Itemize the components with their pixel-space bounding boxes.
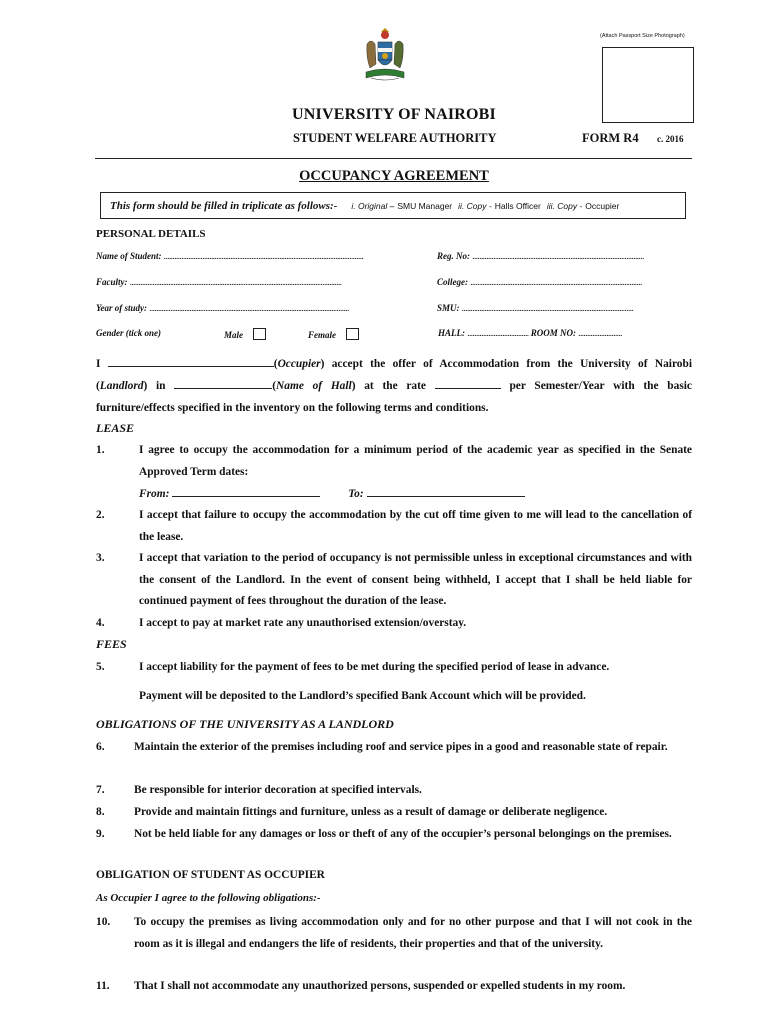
instruction-lead: This form should be filled in triplicate as follows:-: [110, 199, 338, 212]
personal-details-heading: PERSONAL DETAILS: [96, 228, 206, 240]
female-checkbox[interactable]: [346, 328, 359, 340]
item-number: 5.: [96, 661, 105, 673]
year-of-study-field[interactable]: Year of study: ..................................................................................................................: [96, 303, 349, 313]
student-item-10: To occupy the premises as living accommodation only and for no other purpose and that I will not cook in the room as it is illegal and endangers the life of residents, their properties and that of the university.: [134, 916, 692, 950]
hall-name-blank[interactable]: [174, 378, 272, 389]
college-field[interactable]: College: ..................................................................................................: [437, 277, 642, 287]
university-item-6: Maintain the exterior of the premises including roof and service pipes in a good and reasonable state of repair.: [134, 741, 668, 753]
fees-heading: FEES: [96, 637, 127, 651]
photo-note: (Attach Passport Size Photograph): [600, 33, 685, 39]
university-item-7: Be responsible for interior decoration at specified intervals.: [134, 784, 422, 796]
item-number: 8.: [96, 806, 105, 818]
page-title: OCCUPANCY AGREEMENT: [299, 168, 489, 184]
authority-name: STUDENT WELFARE AUTHORITY: [293, 131, 497, 145]
lease-item-1: I agree to occupy the accommodation for a minimum period of the academic year as specified in the Senate Approved Term dates:: [139, 444, 692, 478]
gender-label: Gender (tick one): [96, 328, 161, 338]
university-item-9: Not be held liable for any damages or loss or theft of any of the occupier’s personal belongings on the premises.: [134, 828, 672, 840]
university-item-8: Provide and maintain fittings and furniture, unless as a result of damage or deliberate negligence.: [134, 806, 608, 818]
to-date-blank[interactable]: [367, 486, 525, 497]
copy-original: i. Original – SMU Manager: [351, 200, 453, 211]
item-number: 10.: [96, 916, 111, 928]
hall-room-field[interactable]: HALL: ................................... ROOM NO: .........................: [438, 328, 623, 338]
university-name: UNIVERSITY OF NAIROBI: [292, 106, 496, 123]
rate-blank[interactable]: [435, 378, 501, 389]
gender-female-option[interactable]: Female: [308, 328, 359, 340]
lease-item-3: I accept that variation to the period of occupancy is not permissible unless in exceptional circumstances and with the consent of the Landlord. In the event of consent being withheld, I accept that I shall be held liable for continued payment of fees throughout the duration of the lease.: [139, 552, 692, 607]
instruction-box: [100, 192, 686, 219]
occupier-name-blank[interactable]: [108, 356, 274, 367]
lease-heading: LEASE: [96, 421, 135, 435]
header-divider: [95, 158, 692, 159]
university-crest-icon: [363, 28, 407, 84]
item-number: 7.: [96, 784, 105, 796]
intro-paragraph: I (Occupier) accept the offer of Accommodation from the University of Nairobi (Landlord) in (Name of Hall) at the rate per Semester/Year with the basic furniture/effects specified in the inventory on the following terms and conditions.: [96, 358, 692, 414]
student-item-11: That I shall not accommodate any unauthorized persons, suspended or expelled students in my room.: [134, 980, 626, 992]
form-year: c. 2016: [657, 134, 684, 144]
item-number: 6.: [96, 741, 105, 753]
payment-note: Payment will be deposited to the Landlord’s specified Bank Account which will be provided.: [139, 690, 586, 702]
faculty-field[interactable]: Faculty: .........................................................................................................................: [96, 277, 342, 287]
copy-third: iii. Copy - Occupier: [546, 200, 620, 211]
student-name-field[interactable]: Name of Student: ..................................................................................................................: [96, 251, 364, 261]
from-date-blank[interactable]: [172, 486, 320, 497]
item-number: 9.: [96, 828, 105, 840]
form-number: FORM R4: [582, 131, 639, 145]
gender-male-option[interactable]: Male: [224, 328, 266, 340]
item-number: 11.: [96, 980, 110, 992]
item-number: 4.: [96, 617, 105, 629]
student-obligations-intro: As Occupier I agree to the following obligations:-: [96, 892, 321, 904]
fees-item-5: I accept liability for the payment of fees to be met during the specified period of lease in advance.: [139, 661, 610, 673]
lease-item-4: I accept to pay at market rate any unauthorised extension/overstay.: [139, 617, 467, 629]
reg-no-field[interactable]: Reg. No: ..................................................................................................: [437, 251, 644, 261]
smu-field[interactable]: SMU: ..................................................................................................: [437, 303, 634, 313]
male-checkbox[interactable]: [253, 328, 266, 340]
item-number: 3.: [96, 552, 105, 564]
item-number: 1.: [96, 444, 105, 456]
lease-item-2: I accept that failure to occupy the accommodation by the cut off time given to me will lead to the cancellation of the lease.: [139, 509, 692, 543]
lease-dates: From: To:: [139, 484, 525, 506]
item-number: 2.: [96, 509, 105, 521]
university-obligations-heading: OBLIGATIONS OF THE UNIVERSITY AS A LANDLORD: [96, 717, 394, 731]
copy-second: ii. Copy - Halls Officer: [458, 200, 541, 211]
student-obligations-heading: OBLIGATION OF STUDENT AS OCCUPIER: [96, 869, 325, 881]
